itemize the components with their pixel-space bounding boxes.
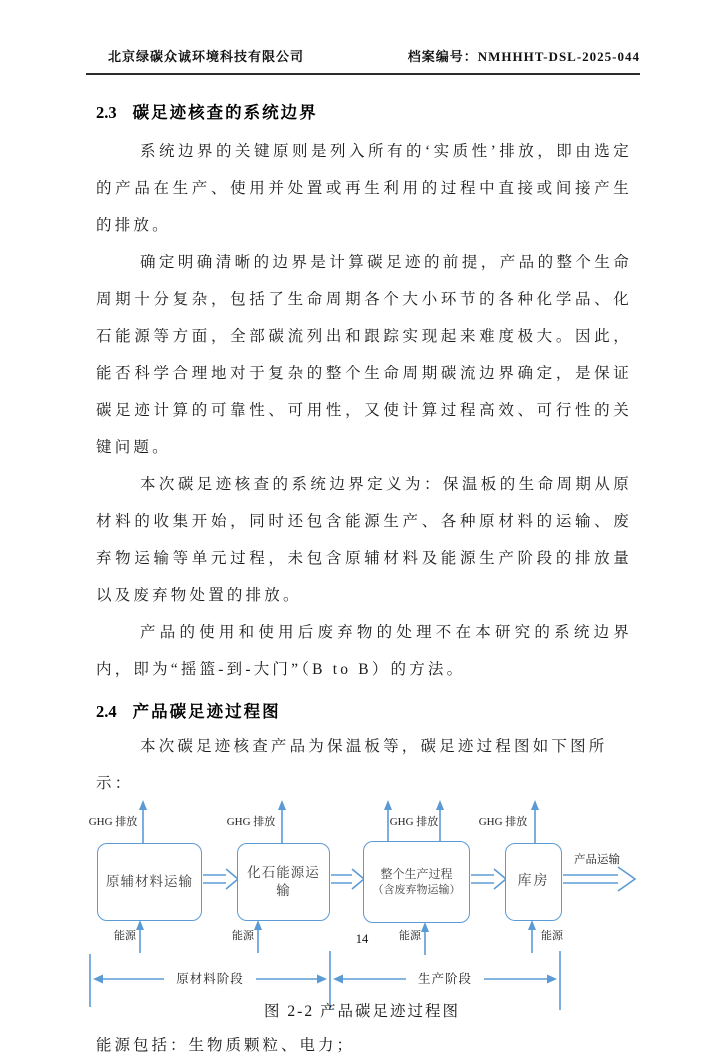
node-fossil-energy-transport (237, 843, 330, 921)
section-title: 碳足迹核查的系统边界 (132, 103, 318, 122)
document-body (88, 99, 632, 1059)
node-production-process (363, 841, 470, 923)
paragraph: 产品的使用和使用后废弃物的处理不在本研究的系统边界内，即为“摇篮-到-大门”（B to B）的方法。 (96, 624, 632, 678)
node-label: 整个生产过程 (380, 867, 453, 882)
node-label: 化石能源运输 (247, 864, 320, 898)
figure-caption: 图 2-2 产品碳足迹过程图 (264, 1003, 460, 1020)
archive-number (408, 46, 640, 65)
energy-label: 能源 (114, 930, 136, 942)
page-header (86, 0, 640, 75)
company-name: 北京绿碳众诚环境科技有限公司 (108, 49, 305, 64)
stage-label-production: 生产阶段 (406, 970, 484, 988)
energy-note: 能源包括：生物质颗粒、电力； (96, 1037, 356, 1054)
node-warehouse (505, 843, 562, 921)
paragraph: 本次碳足迹核查的系统边界定义为：保温板的生命周期从原材料的收集开始，同时还包含能源生产、各种原材料的运输、废弃物运输等单元过程，未包含原辅材料及能源生产阶段的排放量以及废弃物处置的排放。 (96, 476, 632, 604)
energy-label: 能源 (399, 930, 421, 942)
section-heading-2-3 (96, 99, 632, 123)
section-heading-2-4 (96, 698, 632, 722)
node-label: 原辅材料运输 (106, 873, 193, 889)
carbon-footprint-process-diagram (0, 796, 724, 1031)
node-sublabel: （含废弃物运输） (372, 883, 461, 896)
node-label: 库房 (517, 873, 550, 889)
section-number: 2.3 (96, 103, 117, 122)
figure-intro-text: 本次碳足迹核查产品为保温板等，碳足迹过程图如下图所示： (96, 738, 608, 792)
ghg-emission-label: GHG 排放 (226, 816, 276, 828)
node-raw-material-transport (97, 843, 202, 921)
section-title: 产品碳足迹过程图 (132, 702, 281, 721)
page-number: 14 (355, 932, 369, 946)
paragraph: 确定明确清晰的边界是计算碳足迹的前提，产品的整个生命周期十分复杂，包括了生命周期各个大小环节的各种化学品、化石能源等方面，全部碳流列出和跟踪实现起来难度极大。因此，能否科学合理地对于复杂的整个生命周期碳流边界确定，是保证碳足迹计算的可靠性、可用性，又使计算过程高效、可行性的关键问题。 (96, 254, 632, 456)
archive-number-label: 档案编号： (407, 49, 478, 64)
ghg-emission-label: GHG 排放 (389, 816, 439, 828)
ghg-emission-label: GHG 排放 (88, 816, 138, 828)
stage-label-raw-material: 原材料阶段 (164, 970, 256, 988)
product-transport-label: 产品运输 (574, 854, 620, 866)
energy-label: 能源 (541, 930, 563, 942)
paragraph: 系统边界的关键原则是列入所有的‘实质性’排放，即由选定的产品在生产、使用并处置或再生利用的过程中直接或间接产生的排放。 (96, 143, 632, 234)
archive-number-value: NMHHHT-DSL-2025-044 (477, 49, 640, 64)
section-number: 2.4 (96, 702, 117, 721)
energy-label: 能源 (232, 930, 254, 942)
ghg-emission-label: GHG 排放 (478, 816, 528, 828)
